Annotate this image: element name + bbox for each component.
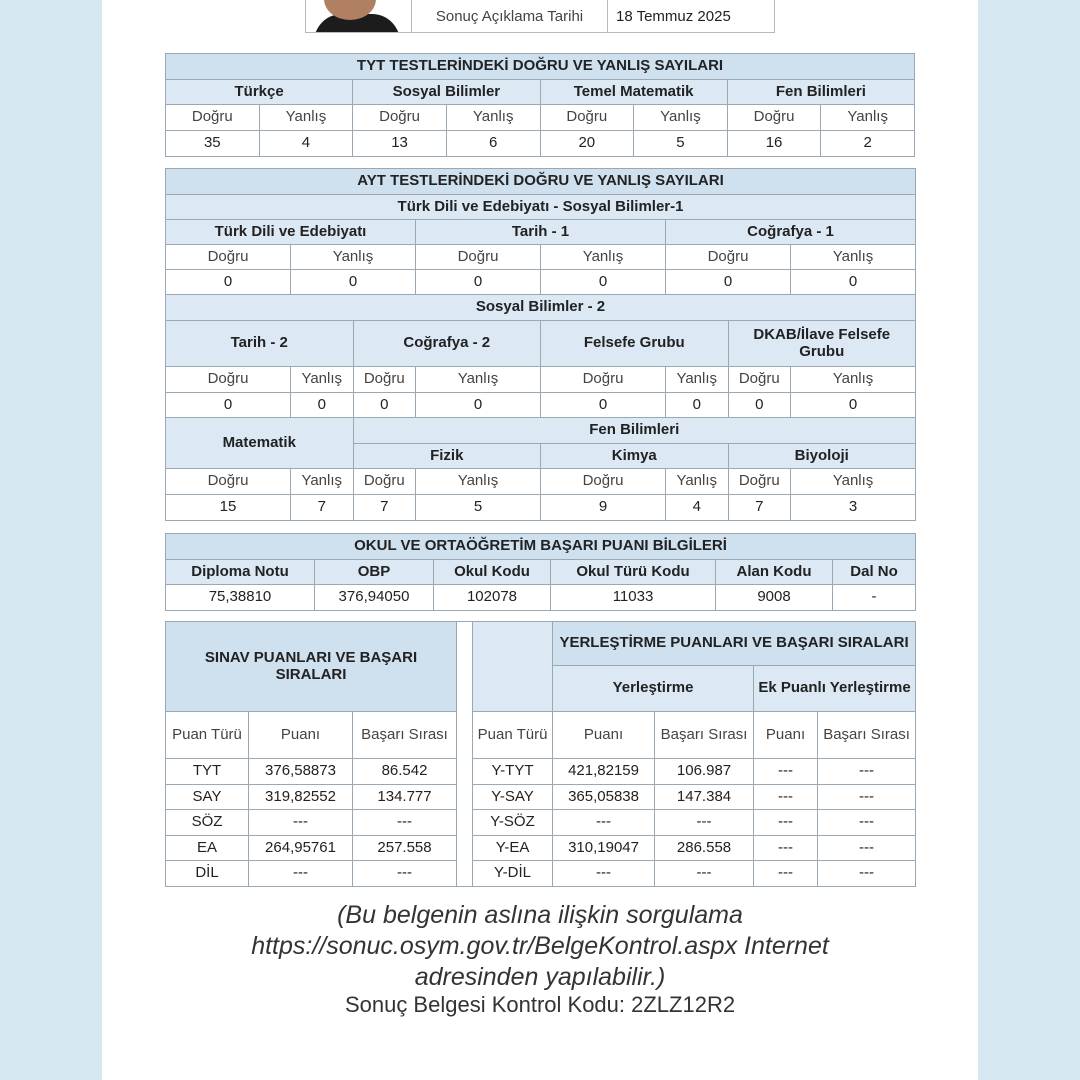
puani-header: Puanı [553, 712, 655, 759]
ayt-subject-header: Tarih - 2 [166, 321, 354, 367]
yanlis-value: 5 [634, 131, 728, 157]
puan-turu: Y-DİL [473, 861, 553, 887]
ek-puan-value: --- [754, 810, 818, 836]
dogru-value: 9 [541, 495, 666, 521]
dogru-label: Doğru [541, 367, 666, 393]
okul-header: Diploma Notu [166, 560, 315, 585]
yanlis-label: Yanlış [791, 245, 916, 270]
ek-sira-value: --- [818, 785, 916, 810]
ek-sira-value: --- [818, 759, 916, 785]
dogru-value: 0 [728, 393, 791, 418]
okul-title: OKUL VE ORTAÖĞRETİM BAŞARI PUANI BİLGİLERİ [166, 534, 916, 560]
dogru-label: Doğru [727, 105, 821, 131]
puan-value: 421,82159 [553, 759, 655, 785]
puan-turu: TYT [166, 759, 249, 785]
puani-header: Puanı [249, 712, 353, 759]
yanlis-label: Yanlış [291, 367, 354, 393]
okul-value: 102078 [434, 585, 551, 611]
sira-value: --- [655, 861, 754, 887]
dogru-value: 0 [541, 393, 666, 418]
yanlis-value: 3 [791, 495, 916, 521]
ayt-subject-header: Coğrafya - 1 [666, 220, 916, 245]
verification-note-line: (Bu belgenin aslına ilişkin sorgulama [337, 901, 743, 929]
yanlis-value: 0 [541, 270, 666, 295]
dogru-value: 0 [666, 270, 791, 295]
verification-url[interactable]: https://sonuc.osym.gov.tr/BelgeKontrol.aspx Internet [251, 932, 829, 960]
okul-header: Okul Kodu [434, 560, 551, 585]
okul-value: - [833, 585, 916, 611]
tyt-subject-header: Temel Matematik [540, 80, 727, 105]
dogru-label: Doğru [166, 105, 260, 131]
sira-value: 257.558 [353, 836, 457, 861]
puan-turu: SAY [166, 785, 249, 810]
yanlis-label: Yanlış [416, 469, 541, 495]
ayt-group2-header: Sosyal Bilimler - 2 [166, 295, 916, 321]
puan-turu-header: Puan Türü [166, 712, 249, 759]
tyt-title: TYT TESTLERİNDEKİ DOĞRU VE YANLIŞ SAYILARI [166, 54, 915, 80]
puan-value: --- [553, 861, 655, 887]
basari-sirasi-header: Başarı Sırası [655, 712, 754, 759]
ek-sira-value: --- [818, 810, 916, 836]
yanlis-label: Yanlış [791, 367, 916, 393]
yanlis-label: Yanlış [791, 469, 916, 495]
sinav-title: SINAV PUANLARI VE BAŞARI SIRALARI [166, 622, 457, 712]
verification-note [102, 900, 978, 993]
yanlis-value: 7 [291, 495, 354, 521]
dogru-value: 0 [166, 270, 291, 295]
yanlis-label: Yanlış [821, 105, 915, 131]
puan-value: 376,58873 [249, 759, 353, 785]
yanlis-label: Yanlış [666, 469, 729, 495]
ayt-subject-header: Türk Dili ve Edebiyatı [166, 220, 416, 245]
yanlis-value: 6 [446, 131, 540, 157]
puan-turu: Y-SAY [473, 785, 553, 810]
sira-value: 147.384 [655, 785, 754, 810]
yanlis-value: 2 [821, 131, 915, 157]
tyt-subject-header: Türkçe [166, 80, 353, 105]
tyt-subject-header: Sosyal Bilimler [353, 80, 540, 105]
dogru-label: Doğru [541, 469, 666, 495]
sira-value: 106.987 [655, 759, 754, 785]
ayt-subject-header: Tarih - 1 [416, 220, 666, 245]
verification-note-line: adresinden yapılabilir.) [414, 963, 666, 991]
yanlis-value: 0 [291, 393, 354, 418]
okul-header: Alan Kodu [716, 560, 833, 585]
ayt-title: AYT TESTLERİNDEKİ DOĞRU VE YANLIŞ SAYILARI [166, 169, 916, 195]
candidate-photo [306, 0, 412, 32]
dogru-label: Doğru [166, 469, 291, 495]
ek-puani-header: Puanı [754, 712, 818, 759]
puan-value: --- [249, 810, 353, 836]
tyt-subject-header: Fen Bilimleri [727, 80, 914, 105]
yerlestirme-corner [473, 622, 553, 712]
ek-puanli-subheader: Ek Puanlı Yerleştirme [754, 666, 916, 712]
puan-turu: DİL [166, 861, 249, 887]
yanlis-value: 0 [291, 270, 416, 295]
ayt-subject-header: DKAB/İlave Felsefe Grubu [728, 321, 916, 367]
sira-value: --- [655, 810, 754, 836]
ek-puan-value: --- [754, 861, 818, 887]
result-date-header [305, 0, 775, 33]
sira-value: 134.777 [353, 785, 457, 810]
dogru-label: Doğru [728, 367, 791, 393]
yanlis-value: 5 [416, 495, 541, 521]
ek-sira-value: --- [818, 861, 916, 887]
yanlis-value: 4 [666, 495, 729, 521]
sira-value: 286.558 [655, 836, 754, 861]
ayt-fen-header: Fen Bilimleri [353, 418, 916, 444]
yanlis-label: Yanlış [541, 245, 666, 270]
okul-value: 376,94050 [315, 585, 434, 611]
puan-turu: Y-TYT [473, 759, 553, 785]
yanlis-label: Yanlış [291, 469, 354, 495]
sira-value: 86.542 [353, 759, 457, 785]
result-date-label: Sonuç Açıklama Tarihi [412, 0, 608, 32]
ek-puan-value: --- [754, 759, 818, 785]
yerlestirme-subheader: Yerleştirme [553, 666, 754, 712]
dogru-label: Doğru [728, 469, 791, 495]
dogru-value: 0 [353, 393, 416, 418]
puan-value: 365,05838 [553, 785, 655, 810]
ayt-subject-header: Coğrafya - 2 [353, 321, 541, 367]
okul-value: 11033 [551, 585, 716, 611]
dogru-label: Doğru [353, 105, 447, 131]
ek-puan-value: --- [754, 836, 818, 861]
yanlis-label: Yanlış [634, 105, 728, 131]
result-date-value: 18 Temmuz 2025 [616, 7, 731, 25]
yanlis-value: 0 [791, 393, 916, 418]
dogru-label: Doğru [353, 469, 416, 495]
puan-turu: EA [166, 836, 249, 861]
ek-basari-sirasi-header: Başarı Sırası [818, 712, 916, 759]
sira-value: --- [353, 810, 457, 836]
puan-turu-header: Puan Türü [473, 712, 553, 759]
okul-header: Okul Türü Kodu [551, 560, 716, 585]
dogru-value: 7 [728, 495, 791, 521]
yanlis-label: Yanlış [446, 105, 540, 131]
okul-value: 75,38810 [166, 585, 315, 611]
puan-value: 319,82552 [249, 785, 353, 810]
dogru-label: Doğru [540, 105, 634, 131]
puan-turu: SÖZ [166, 810, 249, 836]
ayt-group1-header: Türk Dili ve Edebiyatı - Sosyal Bilimler-1 [166, 195, 916, 220]
puan-table [165, 621, 916, 887]
puan-value: 264,95761 [249, 836, 353, 861]
yanlis-value: 0 [666, 393, 729, 418]
ayt-table [165, 168, 916, 521]
yanlis-value: 0 [416, 393, 541, 418]
puan-value: --- [553, 810, 655, 836]
okul-table [165, 533, 916, 611]
dogru-value: 7 [353, 495, 416, 521]
ayt-subject-header: Fizik [353, 444, 541, 469]
ayt-matematik-header: Matematik [166, 418, 354, 469]
puan-turu: Y-EA [473, 836, 553, 861]
basari-sirasi-header: Başarı Sırası [353, 712, 457, 759]
yanlis-label: Yanlış [291, 245, 416, 270]
ayt-subject-header: Felsefe Grubu [541, 321, 729, 367]
okul-header: OBP [315, 560, 434, 585]
dogru-value: 0 [416, 270, 541, 295]
yanlis-value: 4 [259, 131, 353, 157]
ek-puan-value: --- [754, 785, 818, 810]
dogru-value: 35 [166, 131, 260, 157]
dogru-label: Doğru [666, 245, 791, 270]
dogru-value: 15 [166, 495, 291, 521]
dogru-value: 0 [166, 393, 291, 418]
dogru-label: Doğru [166, 245, 291, 270]
puan-turu: Y-SÖZ [473, 810, 553, 836]
dogru-value: 13 [353, 131, 447, 157]
puan-value: 310,19047 [553, 836, 655, 861]
dogru-label: Doğru [353, 367, 416, 393]
yanlis-label: Yanlış [259, 105, 353, 131]
yanlis-label: Yanlış [416, 367, 541, 393]
tyt-table [165, 53, 915, 157]
dogru-value: 16 [727, 131, 821, 157]
okul-value: 9008 [716, 585, 833, 611]
control-code: Sonuç Belgesi Kontrol Kodu: 2ZLZ12R2 [344, 992, 736, 1017]
ayt-subject-header: Biyoloji [728, 444, 916, 469]
okul-header: Dal No [833, 560, 916, 585]
ayt-subject-header: Kimya [541, 444, 729, 469]
sira-value: --- [353, 861, 457, 887]
yerlestirme-title: YERLEŞTİRME PUANLARI VE BAŞARI SIRALARI [553, 622, 916, 666]
puan-value: --- [249, 861, 353, 887]
ek-sira-value: --- [818, 836, 916, 861]
dogru-label: Doğru [166, 367, 291, 393]
yanlis-label: Yanlış [666, 367, 729, 393]
yanlis-value: 0 [791, 270, 916, 295]
dogru-label: Doğru [416, 245, 541, 270]
dogru-value: 20 [540, 131, 634, 157]
